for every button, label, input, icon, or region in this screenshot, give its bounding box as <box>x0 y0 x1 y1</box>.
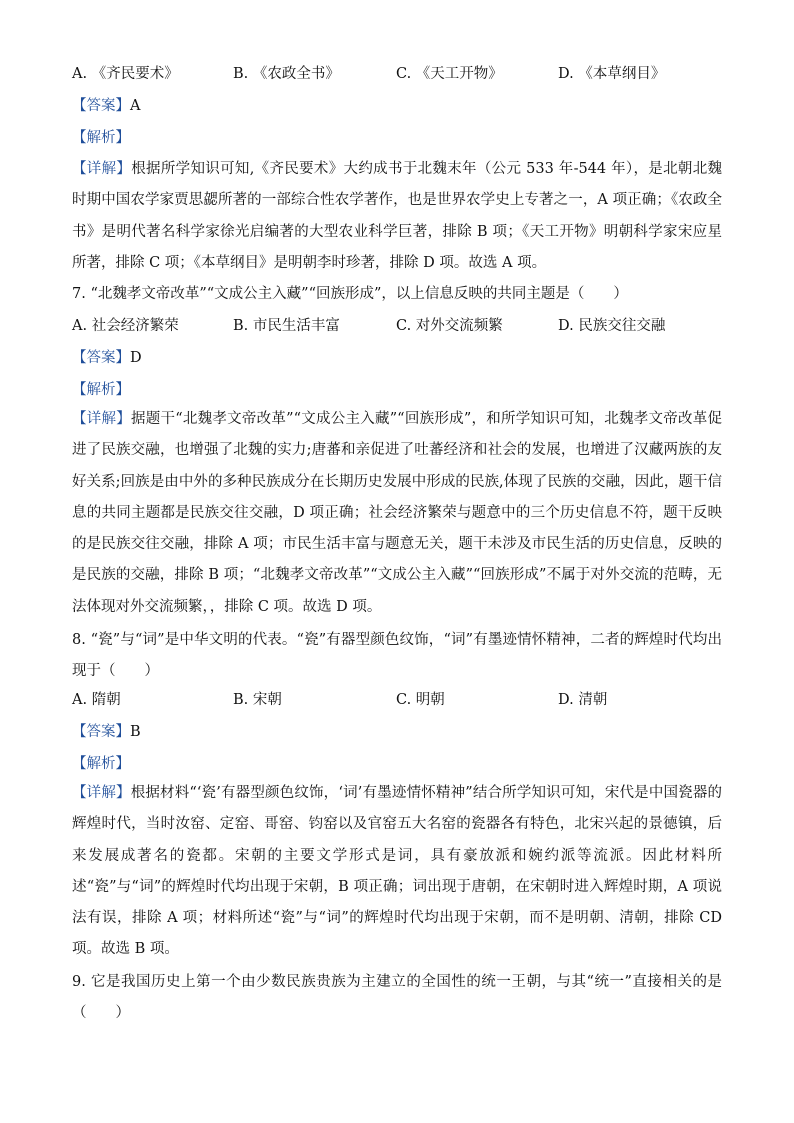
q9-stem: 9. 它是我国历史上第一个由少数民族贵族为主建立的全国性的统一王朝，与其“统一”直接相关的是（ ） <box>72 974 722 1022</box>
q8-stem: 8. “瓷”与“词”是中华文明的代表。“瓷”有器型颜色纹饰，“词”有墨迹情怀精神，二者的辉煌时代均出现于（ ） <box>72 632 722 680</box>
detail-tag: 【详解】 <box>72 411 132 427</box>
detail-tag: 【详解】 <box>72 161 132 177</box>
q7-stem: 7. “北魏孝文帝改革”“文成公主入藏”“回族形成”，以上信息反映的共同主题是（ ） <box>72 286 628 302</box>
q8-analysis-tag: 【解析】 <box>72 756 130 772</box>
q7-answer <box>72 348 142 368</box>
detail-text: 根据所学知识可知,《齐民要术》大约成书于北魏末年（公元 533 年-544 年），是北朝北魏时期中国农学家贾思勰所著的一部综合性农学著作，也是世界农学史上专著之一，A 项正确；《农政全书》是明代著名科学家徐光启编著的大型农业科学巨著，排除 B 项；《天工开物》明朝科学家宋应星所著，排除 C 项；《本草纲目》是明朝李时珍著，排除 D 项。故选 A 项。 <box>72 161 723 271</box>
q8-option-a: A. 隋朝 <box>72 692 121 708</box>
answer-tag: 【答案】 <box>72 98 130 114</box>
q6-analysis-tag: 【解析】 <box>72 130 130 146</box>
q8-detail <box>72 778 722 966</box>
q7-analysis-tag: 【解析】 <box>72 382 130 398</box>
q7-option-b: B. 市民生活丰富 <box>233 318 340 334</box>
q8-option-c: C. 明朝 <box>396 692 445 708</box>
q8-option-d: D. 清朝 <box>558 692 608 708</box>
q7-option-c: C. 对外交流频繁 <box>396 318 503 334</box>
q6-answer <box>72 96 140 116</box>
answer-tag: 【答案】 <box>72 350 130 366</box>
q7-detail <box>72 404 722 623</box>
answer-value: A <box>130 98 141 114</box>
detail-tag: 【详解】 <box>72 785 131 801</box>
answer-value: D <box>130 350 142 366</box>
q8-answer <box>72 722 141 742</box>
q8-option-b: B. 宋朝 <box>233 692 282 708</box>
q6-option-b: B. 《农政全书》 <box>233 66 340 82</box>
detail-text: 据题干“北魏孝文帝改革”“文成公主入藏”“回族形成”，和所学知识可知，北魏孝文帝改革促进了民族交融，也增强了北魏的实力;唐蕃和亲促进了吐蕃经济和社会的发展，也增进了汉藏两族的友好关系;回族是由中外的多种民族成分在长期历史发展中形成的民族,体现了民族的交融，因此，题干信息的共同主题都是民族交往交融，D 项正确；社会经济繁荣与题意中的三个历史信息不符，题干反映的是民族交往交融，排除 A 项；市民生活丰富与题意无关，题干未涉及市民生活的历史信息，反映的是民族的交融，排除 B 项；“北魏孝文帝改革”“文成公主入藏”“回族形成”不属于对外交流的范畴，无法体现对外交流频繁，，排除 C 项。故选 D 项。 <box>72 411 723 615</box>
answer-tag: 【答案】 <box>72 724 130 740</box>
q6-option-c: C. 《天工开物》 <box>396 66 503 82</box>
q7-option-d: D. 民族交往交融 <box>558 318 666 334</box>
q6-detail <box>72 154 722 279</box>
q7-option-a: A. 社会经济繁荣 <box>72 318 179 334</box>
answer-value: B <box>130 724 141 740</box>
q6-option-a: A. 《齐民要术》 <box>72 66 179 82</box>
q6-option-d: D. 《本草纲目》 <box>558 66 666 82</box>
detail-text: 根据材料“‘瓷’有器型颜色纹饰，‘词’有墨迹情怀精神”结合所学知识可知，宋代是中国瓷器的辉煌时代，当时汝窑、定窑、哥窑、钧窑以及官窑五大名窑的瓷器各有特色，北宋兴起的景德镇，后来发展成著名的瓷都。宋朝的主要文学形式是词，具有豪放派和婉约派等流派。因此材料所述“瓷”与“词”的辉煌时代均出现于宋朝，B 项正确；词出现于唐朝，在宋朝时进入辉煌时期，A 项说法有误，排除 A 项；材料所述“瓷”与“词”的辉煌时代均出现于宋朝，而不是明朝、清朝，排除 CD 项。故选 B 项。 <box>72 785 723 958</box>
